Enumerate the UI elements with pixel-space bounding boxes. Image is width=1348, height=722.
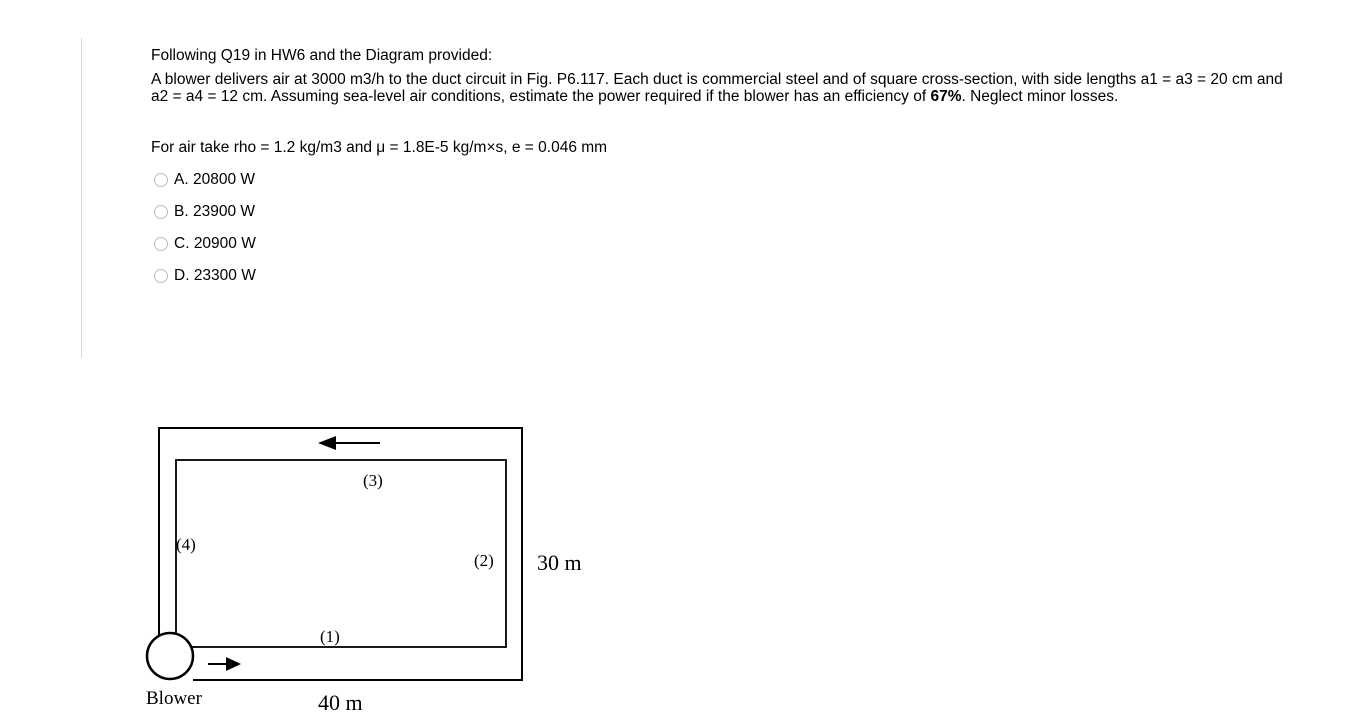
height-dimension-label: 30 m xyxy=(537,550,582,575)
choice-a[interactable] xyxy=(154,164,1291,196)
blower-label: Blower xyxy=(146,688,202,709)
choice-c-value: 20900 W xyxy=(193,235,256,252)
choice-d-value: 23300 W xyxy=(193,267,256,284)
width-dimension-label: 40 m xyxy=(318,690,363,715)
choice-a-value: 20800 W xyxy=(192,171,256,188)
outer-duct-wall xyxy=(159,428,522,680)
question-block xyxy=(151,47,1291,292)
question-text-part1: A blower delivers air at 3000 m3/h to the duct circuit in Fig. P6.117. Each duct is commercial steel and of square cross-section, with side lengths a1 = a3 = 20 cm and a2 = a4 = 12 cm. Assuming sea-level air conditions, estimate the power required if the blower has an efficiency of xyxy=(151,71,1283,105)
radio-button-d[interactable] xyxy=(154,269,168,283)
radio-button-b[interactable] xyxy=(154,205,168,219)
choice-b-letter: B. xyxy=(174,203,189,220)
choice-a-letter: A. xyxy=(174,171,189,188)
choice-d-letter: D. xyxy=(174,267,190,284)
radio-button-a[interactable] xyxy=(154,173,168,187)
given-values: For air take rho = 1.2 kg/m3 and μ = 1.8E-5 kg/m×s, e = 0.046 mm xyxy=(151,139,608,156)
question-text-part2: . Neglect minor losses. xyxy=(961,88,1119,105)
duct-4-label: (4) xyxy=(176,535,196,554)
choice-c-letter: C. xyxy=(174,235,190,252)
question-body xyxy=(151,71,1291,105)
top-flow-arrowhead-icon xyxy=(318,436,336,450)
question-heading: Following Q19 in HW6 and the Diagram provided: xyxy=(151,47,493,64)
duct-2-label: (2) xyxy=(474,551,494,570)
duct-circuit-diagram xyxy=(130,420,610,720)
choice-b[interactable] xyxy=(154,196,1291,228)
radio-button-c[interactable] xyxy=(154,237,168,251)
answer-choices xyxy=(154,164,1291,292)
choice-b-value: 23900 W xyxy=(192,203,256,220)
choice-c[interactable] xyxy=(154,228,1291,260)
inner-duct-wall xyxy=(176,460,506,647)
duct-1-label: (1) xyxy=(320,627,340,646)
duct-3-label: (3) xyxy=(363,471,383,490)
blower-circle xyxy=(147,633,193,679)
choice-d[interactable] xyxy=(154,260,1291,292)
efficiency-value: 67% xyxy=(930,88,962,105)
bottom-flow-arrowhead-icon xyxy=(226,657,241,671)
content-left-border xyxy=(81,38,82,358)
